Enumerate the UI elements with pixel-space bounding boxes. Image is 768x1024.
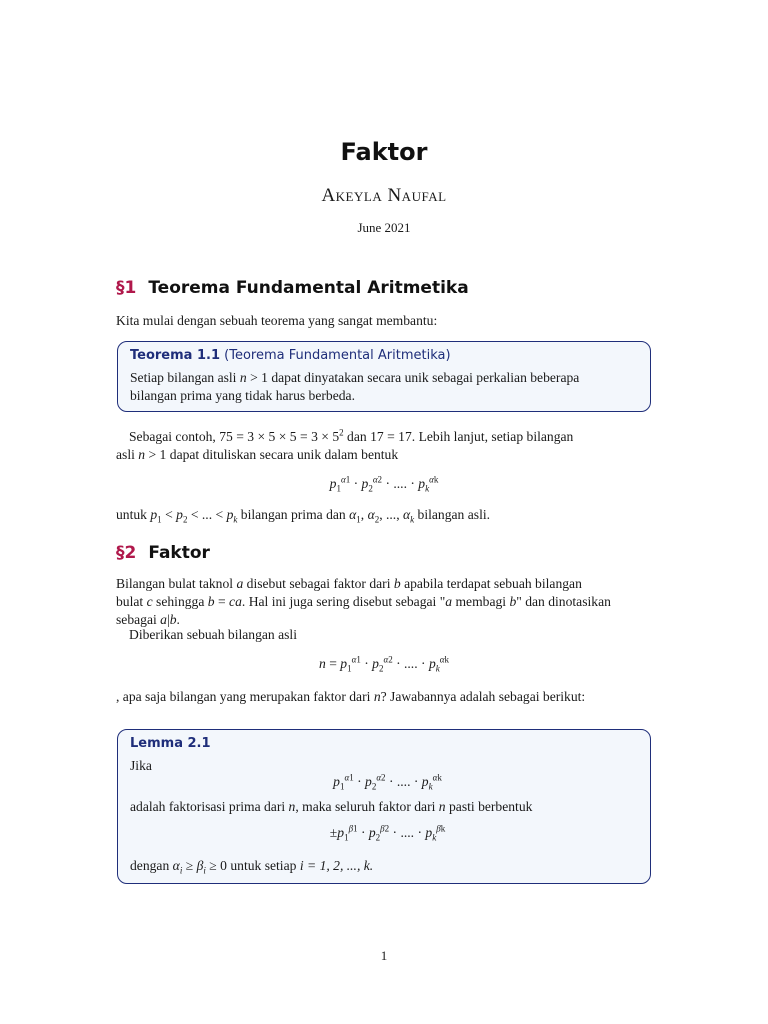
section-1-title: Teorema Fundamental Aritmetika [148, 278, 469, 298]
given-line: Diberikan sebuah bilangan asli [129, 627, 297, 642]
section-2-title: Faktor [148, 543, 210, 563]
theorem-box [117, 341, 651, 412]
lemma-condition: dengan $\alpha_i \ge \beta_i \ge 0$ untuk setiap i = 1, 2, ..., k. [130, 858, 374, 876]
theorem-heading [130, 348, 451, 363]
page-number: 1 [380, 948, 388, 963]
lemma-heading [130, 736, 211, 751]
section-1-heading [116, 278, 469, 298]
document-title: Faktor [340, 138, 428, 166]
document-author: Akeyla Naufal [321, 185, 447, 206]
theorem-name: (Teorema Fundamental Aritmetika) [224, 348, 451, 363]
lemma-statement: adalah faktorisasi prima dari n, maka seluruh faktor dari n pasti berbentuk [130, 799, 533, 814]
section-2-heading [116, 543, 210, 563]
section-1-number: §1 [116, 278, 137, 298]
theorem-label: Teorema 1.1 [130, 348, 220, 363]
lemma-label: Lemma 2.1 [130, 736, 211, 751]
factorization-formula-n: $n = p_1^{\alpha 1} \cdot p_2^{\alpha 2}$ · .... · $p_k^{\alpha k}$ [319, 654, 449, 674]
section-1-intro: Kita mulai dengan sebuah teorema yang sangat membantu: [116, 313, 438, 328]
definition-paragraph: Bilangan bulat taknol a disebut sebagai faktor dari b apabila terdapat sebuah bilangan bulat c sehingga b = ca. Hal ini juga sering disebut sebagai "a membagi b" dan dinotasikan sebagai a|b. [116, 576, 611, 627]
lemma-formula-2: $\pm p_1^{\beta 1} \cdot p_2^{\beta 2}$ · .... · $p_k^{\beta k}$ [329, 823, 446, 843]
document-date: June 2021 [357, 220, 411, 235]
lemma-if: Jika [130, 758, 152, 773]
section-2-number: §2 [116, 543, 137, 563]
question-line: , apa saja bilangan yang merupakan faktor dari n? Jawabannya adalah sebagai berikut: [116, 689, 586, 704]
lemma-box [117, 729, 651, 884]
theorem-statement: Setiap bilangan asli n > 1 dapat dinyatakan secara unik sebagai perkalian beberapa bilangan prima yang tidak harus berbeda. [130, 370, 580, 403]
lemma-formula-1: $p_1^{\alpha 1} \cdot p_2^{\alpha 2}$ · .... · $p_k^{\alpha k}$ [333, 772, 442, 792]
for-condition-line: untuk $p_1 < p_2$ < ... < $p_k$ bilangan prima dan $\alpha_1$, $\alpha_2$, ..., $\alpha_k$ bilangan asli. [116, 507, 491, 525]
example-paragraph: Sebagai contoh, $75 = 3 \times 5 \times 5 = 3 \times 5^2$ dan 17 = 17. Lebih lanjut, setiap bilangan asli n > 1 dapat dituliskan secara unik dalam bentuk [116, 427, 574, 462]
factorization-formula-1: $p_1^{\alpha 1} \cdot p_2^{\alpha 2}$ · .... · $p_k^{\alpha k}$ [329, 474, 439, 494]
